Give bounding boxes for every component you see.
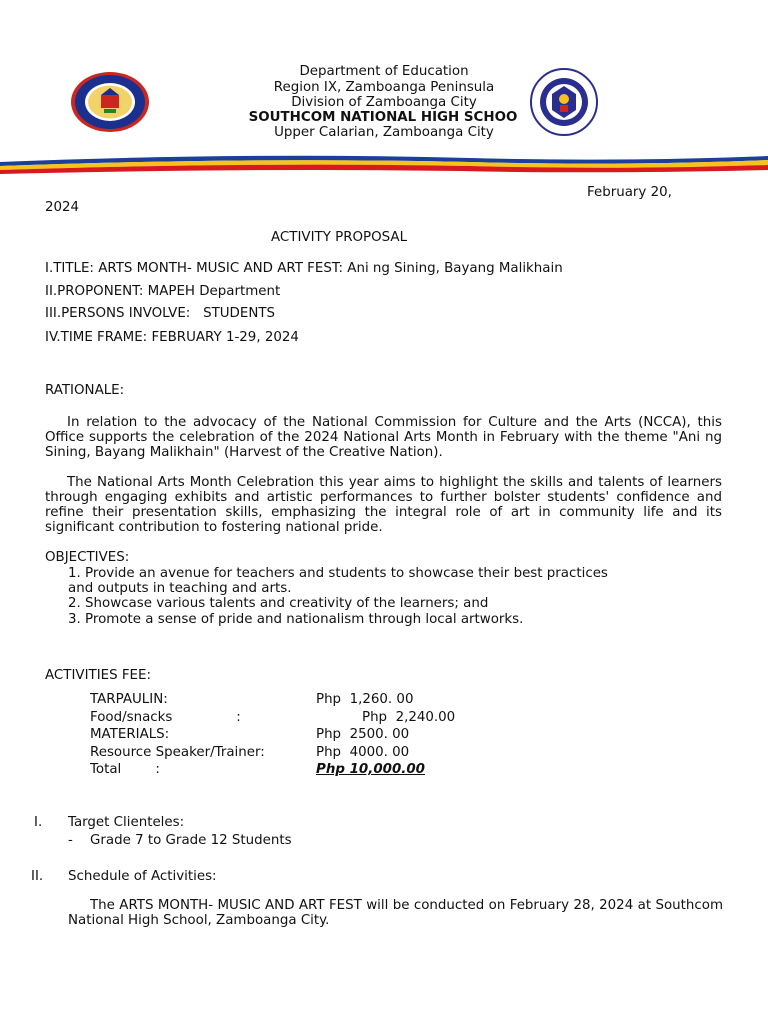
fee-amount-total: Php 10,000.00	[316, 762, 425, 777]
fee-amount-food: Php 2,240.00	[362, 710, 456, 725]
header-region: Region IX, Zamboanga Peninsula	[273, 80, 495, 95]
header-banner-stripe	[0, 150, 768, 176]
rationale-paragraph-2: The National Arts Month Celebration this year aims to highlight the skills and talents of learners through engaging exhibits and artistic performances to further bolster students' confidence and refine their presentation skills, emphasizing the integral role of art in community life and its significant contribution to fostering national pride.	[45, 475, 722, 535]
fee-label-food: Food/snacks :	[90, 710, 241, 725]
fees-heading: ACTIVITIES FEE:	[45, 668, 151, 683]
field-title: I.TITLE: ARTS MONTH- MUSIC AND ART FEST: Ani ng Sining, Bayang Malikhain	[45, 261, 563, 276]
field-time-frame: IV.TIME FRAME: FEBRUARY 1-29, 2024	[45, 330, 299, 345]
fee-label-materials: MATERIALS:	[90, 727, 170, 742]
date-line-1: February 20,	[587, 185, 672, 200]
objective-item-1-cont: and outputs in teaching and arts.	[68, 581, 292, 596]
fee-amount-materials: Php 2500. 00	[316, 727, 410, 742]
rationale-paragraph-1: In relation to the advocacy of the National Commission for Culture and the Arts (NCCA), this Office supports the celebration of the 2024 National Arts Month in February with the theme "Ani ng Sining, Bayang Malikhain" (Harvest of the Creative Nation).	[45, 415, 722, 460]
field-proponent: II.PROPONENT: MAPEH Department	[45, 284, 281, 299]
header-department: Department of Education	[299, 64, 469, 79]
section-schedule-text: The ARTS MONTH- MUSIC AND ART FEST will be conducted on February 28, 2024 at Southcom National High School, Zamboanga City.	[68, 898, 723, 928]
date-line-2: 2024	[45, 200, 80, 215]
section-number-1: I.	[34, 815, 43, 830]
section-bullet: -	[68, 833, 73, 848]
fee-amount-tarpaulin: Php 1,260. 00	[316, 692, 414, 707]
fee-label-speaker: Resource Speaker/Trainer:	[90, 745, 265, 760]
section-number-2: II.	[31, 869, 44, 884]
header-division: Division of Zamboanga City	[291, 95, 477, 110]
section-title-schedule: Schedule of Activities:	[68, 869, 217, 884]
objectives-heading: OBJECTIVES:	[45, 550, 130, 565]
header-school-name: SOUTHCOM NATIONAL HIGH SCHOO	[248, 110, 518, 125]
document-title: ACTIVITY PROPOSAL	[271, 230, 408, 245]
section-title-clienteles: Target Clienteles:	[68, 815, 185, 830]
header-address: Upper Calarian, Zamboanga City	[274, 125, 494, 140]
section-clienteles-text: Grade 7 to Grade 12 Students	[90, 833, 292, 848]
objective-item-1: 1. Provide an avenue for teachers and students to showcase their best practices	[68, 566, 608, 581]
field-persons: III.PERSONS INVOLVE: STUDENTS	[45, 306, 276, 321]
fee-amount-speaker: Php 4000. 00	[316, 745, 410, 760]
objective-item-2: 2. Showcase various talents and creativity of the learners; and	[68, 596, 489, 611]
objective-item-3: 3. Promote a sense of pride and nationalism through local artworks.	[68, 612, 524, 627]
fee-label-total: Total :	[90, 762, 160, 777]
fee-label-tarpaulin: TARPAULIN:	[90, 692, 168, 707]
rationale-heading: RATIONALE:	[45, 383, 125, 398]
